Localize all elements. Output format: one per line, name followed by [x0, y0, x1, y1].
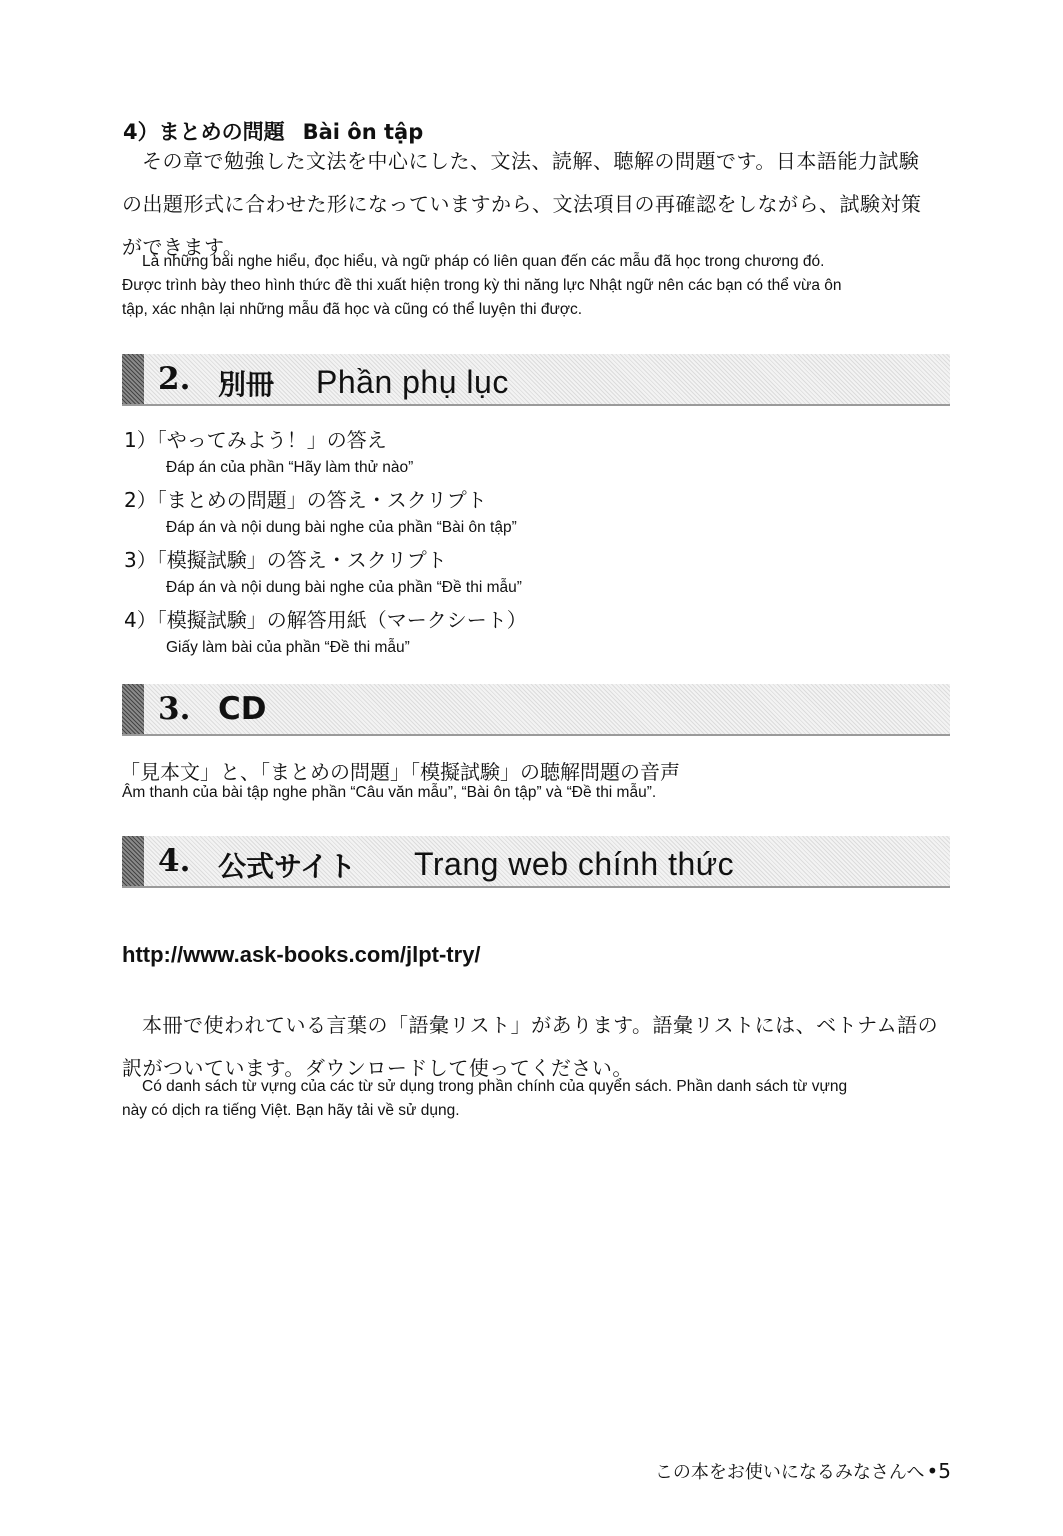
- appendix-item-vn: Đáp án và nội dung bài nghe của phần “Bài ôn tập”: [166, 519, 517, 536]
- section-number: 3.: [158, 691, 191, 727]
- section-number: 2.: [158, 361, 191, 397]
- list-item: [124, 604, 527, 664]
- section-title-jp: 公式サイト: [218, 850, 357, 883]
- review-jp-line: ができます。: [122, 235, 244, 259]
- review-heading-vn: Bài ôn tập: [302, 120, 424, 144]
- appendix-list: [124, 424, 527, 664]
- website-jp-line: 訳がついています。ダウンロードして使ってください。: [122, 1056, 633, 1080]
- website-vn-line: này có dịch ra tiếng Việt. Bạn hãy tải về sử dụng.: [122, 1102, 460, 1119]
- review-vn-line: Được trình bày theo hình thức đề thi xuất hiện trong kỳ thi năng lực Nhật ngữ nên các bạn có thể vừa ôn: [122, 277, 842, 294]
- list-item: [124, 424, 527, 484]
- footer-text: この本をお使いになるみなさんへ: [654, 1462, 925, 1483]
- section-title-vn: Phần phụ lục: [316, 364, 509, 400]
- website-vn-paragraph: [122, 1075, 847, 1123]
- cd-description-vn: Âm thanh của bài tập nghe phần “Câu văn mẫu”, “Bài ôn tập” và “Đề thi mẫu”.: [122, 784, 657, 801]
- appendix-item-jp: 4）「模擬試験」の解答用紙（マークシート）: [124, 608, 527, 632]
- list-item: [124, 544, 527, 604]
- appendix-item-vn: Đáp án và nội dung bài nghe của phần “Đề thi mẫu”: [166, 579, 522, 596]
- review-heading-jp: 4）まとめの問題: [123, 120, 285, 144]
- section-band-edge: [122, 836, 144, 886]
- appendix-item-jp: 3）「模擬試験」の答え・スクリプト: [124, 548, 447, 572]
- website-url-link[interactable]: http://www.ask-books.com/jlpt-try/: [122, 942, 481, 967]
- cd-description-jp: 「見本文」と、「まとめの問題」「模擬試験」の聴解問題の音声: [120, 760, 680, 784]
- website-jp-line: 本冊で使われている言葉の「語彙リスト」があります。語彙リストには、ベトナム語の: [142, 1013, 939, 1037]
- review-jp-line: その章で勉強した文法を中心にした、文法、読解、聴解の問題です。日本語能力試験: [142, 149, 920, 173]
- review-vn-line: Là những bài nghe hiểu, đọc hiểu, và ngữ pháp có liên quan đến các mẫu đã học trong chương đó.: [142, 253, 825, 270]
- list-item: [124, 484, 527, 544]
- section-title-jp: 別冊: [218, 368, 275, 401]
- section-3-header: [122, 684, 950, 736]
- appendix-item-jp: 2）「まとめの問題」の答え・スクリプト: [124, 488, 487, 512]
- review-vn-paragraph: [122, 250, 842, 322]
- review-vn-line: tập, xác nhận lại những mẫu đã học và cũng có thể luyện thi được.: [122, 301, 583, 318]
- section-band-edge: [122, 684, 144, 734]
- section-number: 4.: [158, 843, 191, 879]
- page-footer: [655, 1458, 951, 1484]
- appendix-item-vn: Giấy làm bài của phần “Đề thi mẫu”: [166, 639, 410, 656]
- page-number: •5: [926, 1459, 951, 1483]
- section-title-jp: CD: [218, 691, 267, 727]
- appendix-item-vn: Đáp án của phần “Hãy làm thử nào”: [166, 459, 414, 476]
- website-vn-line: Có danh sách từ vựng của các từ sử dụng trong phần chính của quyển sách. Phần danh sách từ vựng: [142, 1078, 848, 1095]
- section-title-vn: Trang web chính thức: [414, 846, 735, 882]
- section-band-edge: [122, 354, 144, 404]
- appendix-item-jp: 1）「やってみよう！」の答え: [124, 428, 387, 452]
- section-4-header: [122, 836, 950, 888]
- review-jp-line: の出題形式に合わせた形になっていますから、文法項目の再確認をしながら、試験対策: [122, 192, 922, 216]
- section-2-header: [122, 354, 950, 406]
